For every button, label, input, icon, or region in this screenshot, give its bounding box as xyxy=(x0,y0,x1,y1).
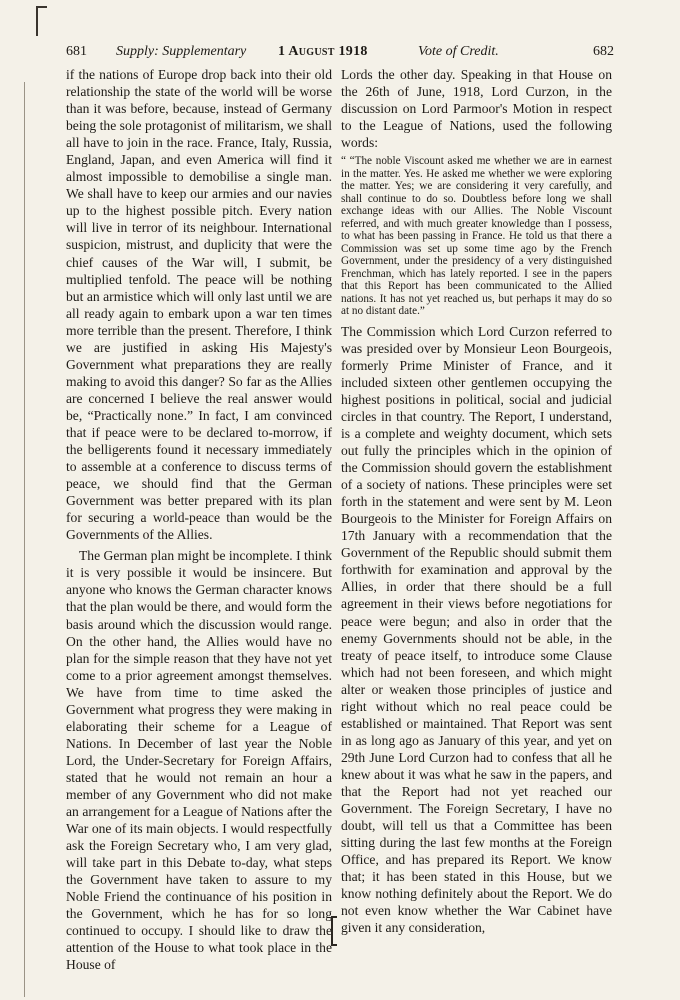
margin-rule xyxy=(24,82,25,997)
left-paragraph-1: if the nations of Europe drop back into their old relationship the state of the world will be worse than it was before, because, instead of Germany being the sole protagonist of militarism, we shall all have to join in the race. France, Italy, Russia, England, Japan, and even America will find it almost impossible to demobilise a single man. We shall have to keep our armies and our navies up to the highest possible pitch. Every nation will live in terror of its neighbour. International suspicion, mistrust, and duplicity that were the chief causes of the War will, I submit, be multiplied tenfold. The peace will be nothing but an armistice which will only last until we are all ready again to embark upon a war ten times more terrible than the present. Therefore, I think we are justified in asking His Majesty's Government what preparations they are really making to avoid this danger? So far as the Allies are concerned I believe the real answer would be, “Practically none.” In fact, I am convinced that if peace were to be declared to-morrow, if the belligerents found it necessary immediately to assemble at a conference to discuss terms of peace, we should find that the German Government was better prepared with its plan for securing a world-peace than would be the Governments of the Allies. xyxy=(66,67,332,543)
right-column xyxy=(341,66,612,936)
left-page-number: 681 xyxy=(66,44,87,59)
curzon-quotation: “ “The noble Viscount asked me whether we are in earnest in the matter. Yes. He asked me whether we were exploring the matter. Yes; we are considering it very carefully, and shall continue to do so. Doubtless before long we shall exchange ideas with our Allies. The Noble Viscount referred, and with much greater knowledge than I possess, to what has been passing in France. He told us that there a Commission was set up some time ago by the French Government, under the presidency of a very distinguished Frenchman, which has lately reported. I see in the papers that this Report has been communicated to the Allied nations. It has not yet reached us, but perhaps it may do so at no distant date.” xyxy=(341,155,612,318)
running-header xyxy=(66,44,614,66)
header-date: 1 August 1918 xyxy=(278,44,368,59)
right-paragraph-1: Lords the other day. Speaking in that House on the 26th of June, 1918, Lord Curzon, in the discussion on Lord Parmoor's Motion in respect to the League of Nations, used the following words: xyxy=(341,67,612,151)
page-corner-mark xyxy=(36,6,47,36)
right-paragraph-2: The Commission which Lord Curzon referred to was presided over by Monsieur Leon Bourgeois, formerly Prime Minister of France, and it included sixteen other gentlemen occupying the highest positions in political, social and judicial circles in that country. The Report, I understand, is a complete and weighty document, which sets out fully the principles which in the opinion of the Commission should govern the establishment of a society of nations. These principles were set forth in the statement and were sent by M. Leon Bourgeois to the Minister for Foreign Affairs on 17th January with a recommendation that the Government of the Republic should submit them forthwith for examination and approval by the Allies, in order that there should be a full agreement in their views before negotiations for peace were begun; and also in order that the enemy Governments should not be able, in the treaty of peace itself, to introduce some Clause which had not been foreseen, and which might alter or weaken those principles of justice and right without which no real peace could be established or maintained. That Report was sent in as long ago as January of this year, and yet on 29th June Lord Curzon had to confess that all he knew about it was what he saw in the papers, and that the Report had not yet reached our Government. The Foreign Secretary, I have no doubt, will tell us that a Committee has been sitting during the last few months at the Foreign Office, and has prepared its Report. We know that; it has been stated in this House, but we know nothing definitely about the Report. We do not even know whether the War Cabinet have given it any consideration, xyxy=(341,323,612,936)
left-column xyxy=(66,66,332,973)
margin-bracket-mark xyxy=(331,916,337,946)
left-running-title: Supply: Supplementary xyxy=(116,44,247,59)
right-running-title: Vote of Credit. xyxy=(418,44,499,59)
right-page-number: 682 xyxy=(593,44,614,59)
left-paragraph-2: The German plan might be incomplete. I think it is very possible it would be insincere. But anyone who knows the German character knows that the plan would be there, and would form the basis around which the discussion would range. On the other hand, the Allies would have no plan for the simple reason that they have not yet come to a prior agreement amongst themselves. We have from time to time asked the Government what progress they were making in elaborating their scheme for a League of Nations. In December of last year the Noble Lord, the Under-Secretary for Foreign Affairs, stated that he would not remain an hour a member of any Government who did not make an arrangement for a League of Nations after the War one of its main objects. I would respectfully ask the Foreign Secretary who, I am very glad, will take part in this Debate to-day, what steps the Government have taken to assure to my Noble Friend the continuance of his position in the Government, which he has for so long continued to occupy. I should like to draw the attention of the House to what took place in the House of xyxy=(66,548,332,973)
